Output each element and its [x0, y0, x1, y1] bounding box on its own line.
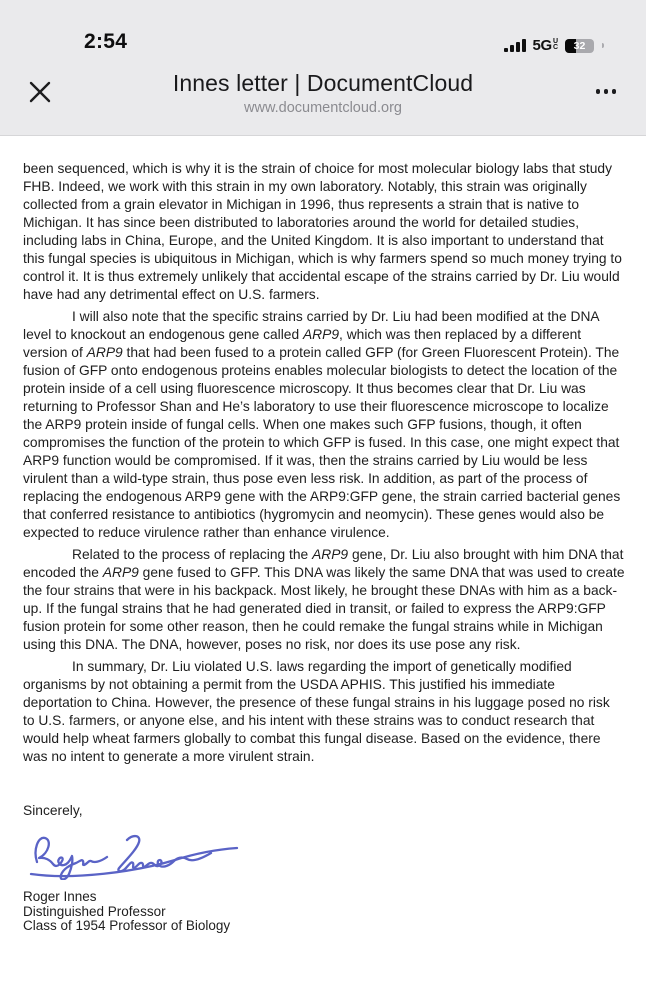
- title-block: [62, 68, 584, 116]
- page-title: Innes letter | DocumentCloud: [172, 69, 474, 96]
- document-page: [0, 136, 646, 1000]
- top-chrome: [0, 0, 646, 136]
- network-type-indicator: [533, 37, 558, 54]
- letter-paragraph: been sequenced, which is why it is the strain of choice for most molecular biology labs that study FHB. Indeed, we work with this strain in my own laboratory. Notably, this strain was originally collected from a grain elevator in Michigan in 1996, thus represents a strain that is native to Michigan. It has since been distributed to laboratories around the world for detailed studies, including labs in China, Europe, and the United Kingdom. It is also important to understand that this fungal species is ubiquitous in Michigan, which is why farmers spend so much money trying to control it. It is thus extremely unlikely that accidental escape of the strains carried by Dr. Liu would have had any detrimental effect on U.S. farmers.: [23, 161, 622, 302]
- page-url: www.documentcloud.org: [244, 99, 402, 116]
- more-button[interactable]: [584, 70, 628, 114]
- battery-percent: 32: [573, 39, 586, 52]
- letter-closing: Sincerely,: [23, 803, 83, 818]
- letter-paragraph: In summary, Dr. Liu violated U.S. laws regarding the import of genetically modified organisms by not obtaining a permit from the USDA APHIS. This justified his immediate deportation to China. However, the presence of these fungal strains in his luggage posed no risk to U.S. farmers, or anyone else, and his intent with these strains was to conduct research that would help wheat farmers globally to combat this fungal disease. Based on the evidence, there was no intent to generate a more virulent strain.: [23, 659, 610, 764]
- ellipsis-icon: [596, 89, 601, 94]
- signer-title-1: Distinguished Professor: [23, 903, 166, 919]
- battery-icon: [565, 39, 594, 53]
- signal-strength-icon: [504, 39, 526, 52]
- letter-paragraph: Related to the process of replacing the ARP9 gene, Dr. Liu also brought with him DNA that encoded the ARP9 gene fused to GFP. This DNA was likely the same DNA that was used to create the four strains that were in his backpack. Most likely, he brought these DNAs with him as a back-up. If the fungal strains that he had generated died in transit, or failed to express the ARP9:GFP fusion protein for some other reason, then he could remake the fungal strains while in Michigan using this DNA. The DNA, however, poses no risk, nor does its use pose any risk.: [23, 547, 625, 652]
- browser-title-bar: [0, 58, 646, 135]
- signature-image: [23, 826, 261, 880]
- status-bar: [0, 0, 646, 58]
- network-sub-bottom: C: [552, 44, 558, 51]
- status-icons: [504, 37, 618, 54]
- close-button[interactable]: [18, 70, 62, 114]
- network-label: 5G: [532, 37, 552, 54]
- signer-name: Roger Innes: [23, 889, 97, 904]
- clock: 2:54: [84, 30, 128, 53]
- close-icon: [27, 79, 53, 105]
- letter-paragraph: I will also note that the specific strains carried by Dr. Liu had been modified at the DNA level to knockout an endogenous gene called ARP9, which was then replaced by a different version of ARP9 that had been fused to a protein called GFP (for Green Fluorescent Protein). The fusion of GFP onto endogenous proteins enables molecular biologists to detect the location of the protein inside of a cell using fluorescence microscopy. It thus becomes clear that Dr. Liu was returning to Professor Shan and He’s laboratory to use their fluorescence microscope to localize the ARP9 protein inside of fungal cells. When one makes such GFP fusions, though, it often compromises the function of the protein to which GFP is fused. In this case, one might expect that ARP9 function would be compromised. If it was, then the strains carried by Liu would be less virulent than a wild-type strain, thus pose even less risk. In addition, as part of the process of replacing the endogenous ARP9 gene with the ARP9:GFP gene, the strain carried bacterial genes that conferred resistance to antibiotics (hygromycin and neomycin). These genes would also be expected to reduce virulence rather than enhance virulence.: [23, 309, 621, 540]
- network-uc-suffix: [553, 39, 558, 51]
- battery-nub: [602, 43, 604, 48]
- network-sub-top: U: [552, 38, 558, 45]
- signer-title-2: Class of 1954 Professor of Biology: [23, 918, 231, 933]
- signer-block: [23, 890, 625, 934]
